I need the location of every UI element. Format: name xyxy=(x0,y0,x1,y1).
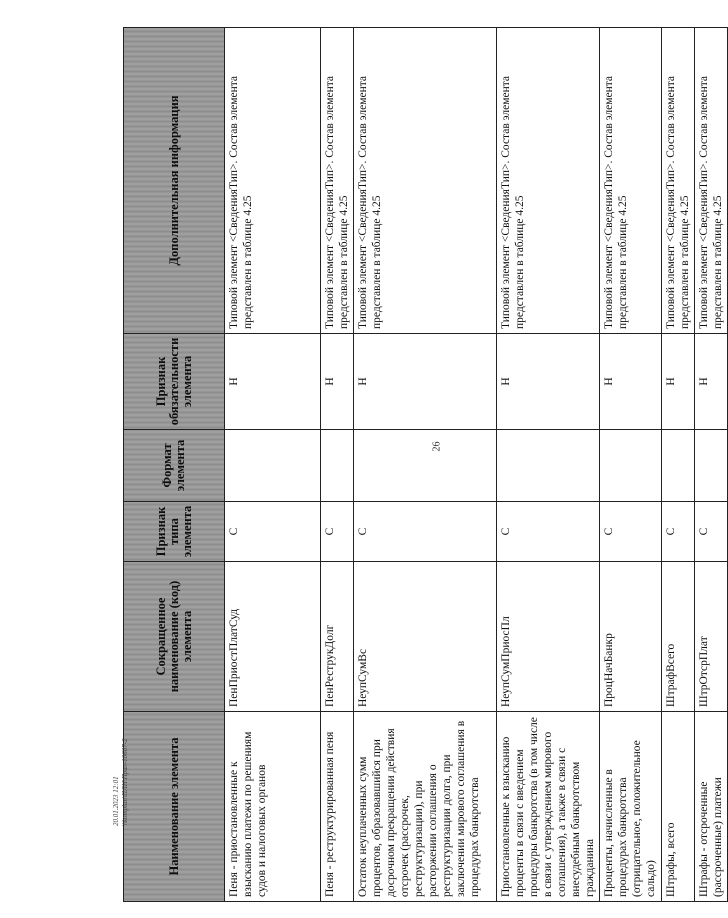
cell-info: Типовой элемент <СведенияТип>. Состав элемента представлен в таблице 4.25 xyxy=(662,28,695,334)
cell-format xyxy=(600,430,662,502)
table-row xyxy=(497,28,600,902)
footer-date: 20.01.2023 12:01 xyxy=(112,776,120,826)
table-row xyxy=(662,28,695,902)
cell-name: Приостановленные к взысканию проценты в связи с введением процедуры банкротства (в том числе в связи с утверждением мирового соглашения), а также в связи с внесудебным банкротством гражданина xyxy=(497,712,600,902)
cell-code: ПроцНачБанкр xyxy=(600,562,662,712)
table-row xyxy=(354,28,497,902)
header-required: Признак обязательности элемента xyxy=(124,334,225,430)
cell-name: Штрафы - отсроченные (рассроченные) платежи xyxy=(695,712,728,902)
cell-format xyxy=(354,430,497,502)
table-row xyxy=(321,28,354,902)
cell-name: Пеня - приостановленные к взысканию платежи по решениям судов и налоговых органов xyxy=(225,712,321,902)
cell-type: С xyxy=(321,502,354,562)
header-type: Признак типа элемента xyxy=(124,502,225,562)
table-row xyxy=(695,28,728,902)
table-header-row xyxy=(124,28,225,902)
cell-info: Типовой элемент <СведенияТип>. Состав элемента представлен в таблице 4.25 xyxy=(225,28,321,334)
cell-code: ПенРеструкДолг xyxy=(321,562,354,712)
elements-table xyxy=(123,27,728,902)
cell-info: Типовой элемент <СведенияТип>. Состав элемента представлен в таблице 4.25 xyxy=(497,28,600,334)
cell-type: С xyxy=(225,502,321,562)
cell-code: ПенПриостПлатСуд xyxy=(225,562,321,712)
header-name: Наименование элемента xyxy=(124,712,225,902)
cell-info: Типовой элемент <СведенияТип>. Состав элемента представлен в таблице 4.25 xyxy=(321,28,354,334)
cell-type: С xyxy=(695,502,728,562)
cell-name: Остаток неуплаченных сумм процентов, образовавшийся при досрочном прекращении действия отсрочек (рассрочек, реструктуризации), при расторжении соглашения о реструктуризации долга, при заключении мирового соглашения в процедурах банкротства xyxy=(354,712,497,902)
cell-type: С xyxy=(662,502,695,562)
cell-format xyxy=(321,430,354,502)
cell-format xyxy=(225,430,321,502)
footer-path: \\komplan\ПЛН\Прил-10607-2 xyxy=(121,738,129,826)
cell-name: Проценты, начисленные в процедурах банкротства (отрицательное, положительное сальдо) xyxy=(600,712,662,902)
cell-required: Н xyxy=(600,334,662,430)
footer-stamp xyxy=(112,738,130,826)
cell-info: Типовой элемент <СведенияТип>. Состав элемента представлен в таблице 4.25 xyxy=(695,28,728,334)
cell-format xyxy=(497,430,600,502)
cell-code: НеупСумВс xyxy=(354,562,497,712)
cell-format xyxy=(662,430,695,502)
cell-required: Н xyxy=(321,334,354,430)
cell-name: Пеня - реструктурированная пеня xyxy=(321,712,354,902)
cell-info: Типовой элемент <СведенияТип>. Состав элемента представлен в таблице 4.25 xyxy=(354,28,497,334)
cell-required: Н xyxy=(354,334,497,430)
header-format: Формат элемента xyxy=(124,430,225,502)
cell-type: С xyxy=(354,502,497,562)
table-row xyxy=(225,28,321,902)
cell-required: Н xyxy=(497,334,600,430)
cell-required: Н xyxy=(695,334,728,430)
cell-info: Типовой элемент <СведенияТип>. Состав элемента представлен в таблице 4.25 xyxy=(600,28,662,334)
cell-required: Н xyxy=(662,334,695,430)
rotated-table-container xyxy=(123,28,724,902)
cell-code: НеупСумПриосПл xyxy=(497,562,600,712)
table-row xyxy=(600,28,662,902)
cell-type: С xyxy=(600,502,662,562)
cell-name: Штрафы, всего xyxy=(662,712,695,902)
page-number: 26 xyxy=(431,441,443,452)
cell-code: ШтрафВсего xyxy=(662,562,695,712)
header-info: Дополнительная информация xyxy=(124,28,225,334)
cell-code: ШтрОтсрПлат xyxy=(695,562,728,712)
cell-type: С xyxy=(497,502,600,562)
header-code: Сокращенное наименование (код) элемента xyxy=(124,562,225,712)
cell-required: Н xyxy=(225,334,321,430)
cell-format xyxy=(695,430,728,502)
